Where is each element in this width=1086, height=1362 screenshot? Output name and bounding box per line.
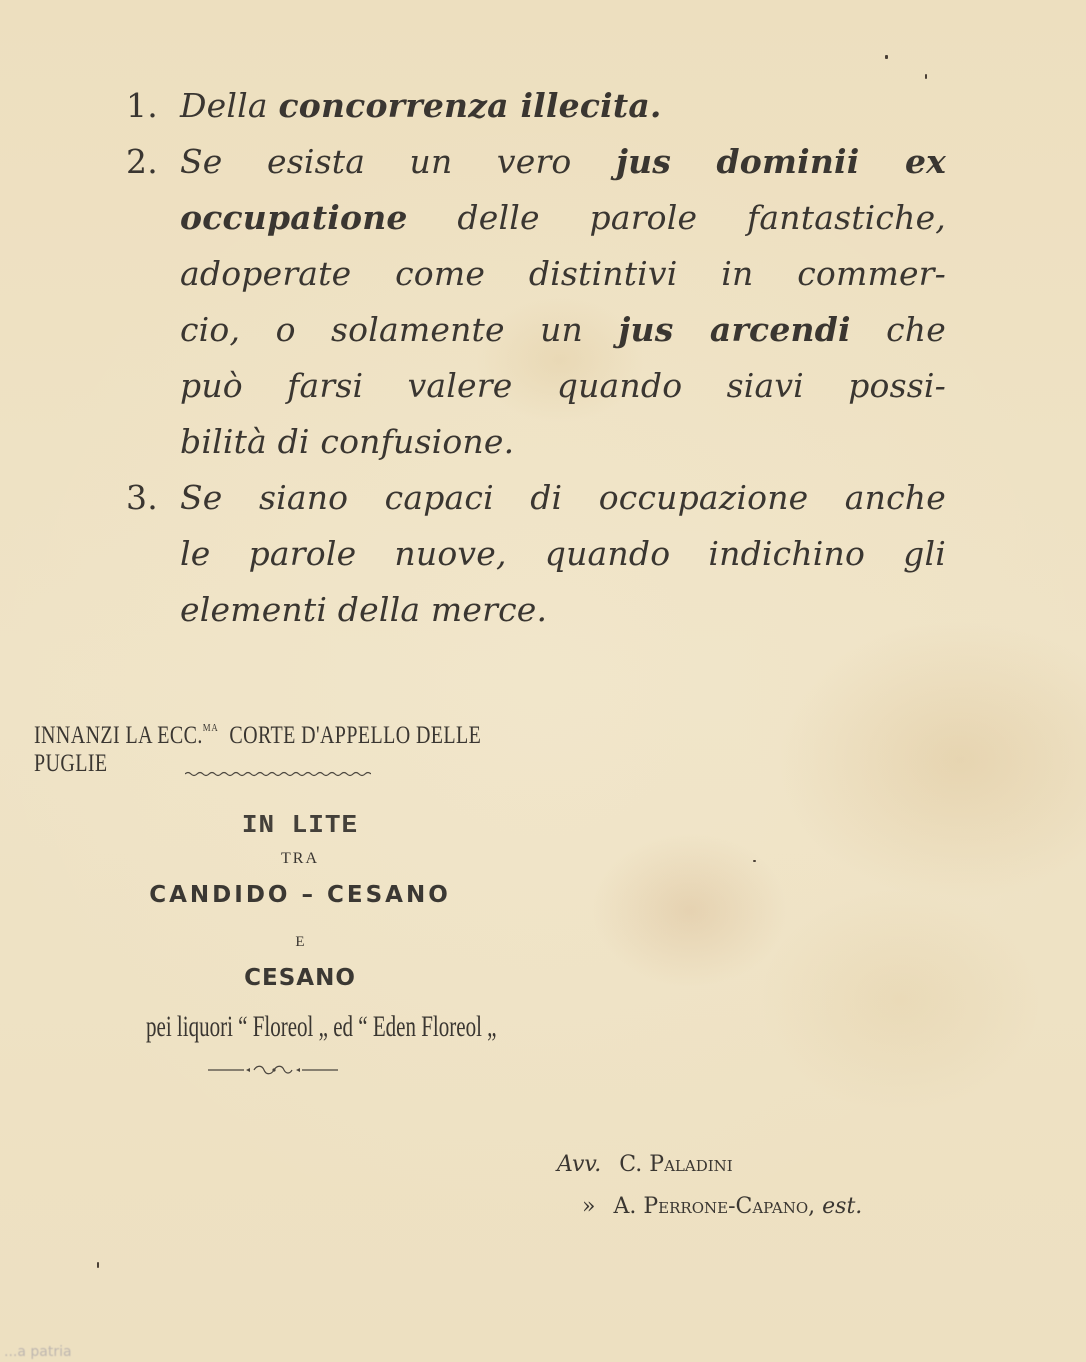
list-text: Della bbox=[180, 86, 279, 125]
list-text-bold: occupatione bbox=[180, 198, 408, 237]
conjunction-label: E bbox=[295, 934, 305, 950]
signature-name: Paladini bbox=[649, 1152, 733, 1177]
tra-label: TRA bbox=[281, 850, 319, 867]
party-2: CESANO bbox=[244, 965, 356, 991]
signature-suffix: est. bbox=[822, 1194, 863, 1219]
list-text: adoperate come distintivi in commer- bbox=[180, 254, 946, 293]
signature-line-1 bbox=[557, 1152, 733, 1177]
signature-ditto-mark: » bbox=[582, 1194, 596, 1219]
list-item-2-line-6 bbox=[126, 414, 946, 470]
list-text-bold: concorrenza illecita. bbox=[278, 86, 662, 125]
court-superscript: MA bbox=[202, 722, 219, 734]
list-item-2-line-5 bbox=[126, 358, 946, 414]
list-text-bold: jus arcendi bbox=[618, 310, 851, 349]
signature-initial: A. bbox=[613, 1194, 637, 1219]
list-text-bold: jus dominii ex bbox=[615, 142, 947, 181]
signature-line-2 bbox=[582, 1194, 862, 1219]
list-text: che bbox=[850, 310, 946, 349]
list-text: può farsi valere quando siavi possi- bbox=[180, 366, 946, 405]
paper-speck bbox=[885, 55, 888, 59]
list-item-3-line-1 bbox=[126, 470, 946, 526]
in-lite-heading: IN LITE bbox=[241, 810, 359, 840]
signature-initial: C. bbox=[619, 1152, 643, 1177]
list-item-2-line-3 bbox=[126, 246, 946, 302]
list-number: 2. bbox=[126, 142, 158, 181]
watermark: ...a patria bbox=[4, 1344, 72, 1360]
list-item-2-line-2 bbox=[126, 190, 946, 246]
list-number: 1. bbox=[126, 86, 158, 125]
list-text: Se siano capaci di occupazione anche bbox=[180, 478, 946, 517]
list-item-2-line-4 bbox=[126, 302, 946, 358]
court-name: CORTE D'APPELLO DELLE PUGLIE bbox=[34, 722, 482, 777]
list-item-2-line-1 bbox=[126, 134, 946, 190]
subject-line: pei liquori “ Floreol „ ed “ Eden Floreol „ bbox=[146, 1010, 497, 1043]
party-1: CANDIDO – CESANO bbox=[149, 882, 451, 908]
list-text: elementi della merce. bbox=[180, 590, 548, 629]
list-item-3-line-3 bbox=[126, 582, 946, 638]
wavy-rule-icon bbox=[185, 770, 371, 778]
signature-prefix: Avv. bbox=[557, 1152, 602, 1177]
list-text: bilità di confusione. bbox=[180, 422, 515, 461]
list-text: le parole nuove, quando indichino gli bbox=[180, 534, 946, 573]
list-text: Se esista un vero bbox=[180, 142, 616, 181]
paper-speck bbox=[925, 74, 927, 79]
list-item-3-line-2 bbox=[126, 526, 946, 582]
paper-speck bbox=[753, 860, 756, 862]
signature-name: Perrone-Capano, bbox=[643, 1194, 816, 1219]
list-item-1-line-1 bbox=[126, 78, 946, 134]
ornamental-rule-icon bbox=[208, 1064, 338, 1076]
list-text: cio, o solamente un bbox=[180, 310, 619, 349]
list-text: delle parole fantastiche, bbox=[407, 198, 946, 237]
list-number: 3. bbox=[126, 478, 158, 517]
paper-speck bbox=[97, 1262, 99, 1268]
court-prefix: INNANZI LA ECC. bbox=[34, 722, 203, 749]
